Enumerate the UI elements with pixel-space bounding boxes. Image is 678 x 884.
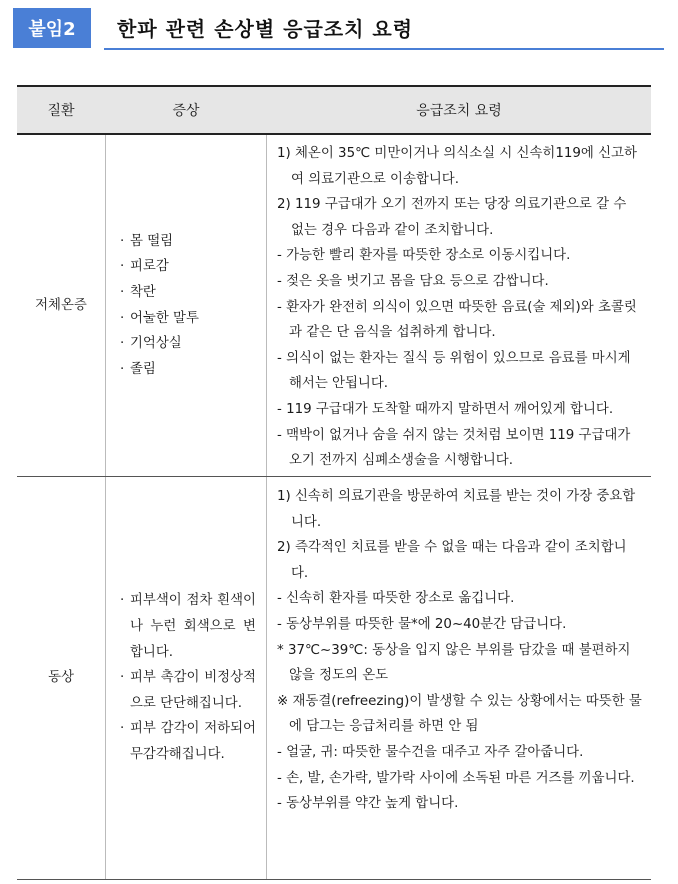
action-item: - 119 구급대가 도착할 때까지 말하면서 깨어있게 합니다. xyxy=(277,401,614,417)
column-header-disease: 질환 xyxy=(47,103,75,119)
title-underline xyxy=(104,48,664,50)
table-row-frostbite xyxy=(17,477,651,880)
action-item: 2) 즉각적인 치료를 받을 수 없을 때는 다음과 같이 조치합니다. xyxy=(277,540,627,581)
actions-cell xyxy=(267,135,651,476)
first-aid-table xyxy=(17,85,651,880)
page-title: 한파 관련 손상별 응급조치 요령 xyxy=(117,17,414,41)
symptom-item: · 피로감 xyxy=(120,254,266,280)
symptom-item: · 기억상실 xyxy=(120,331,266,357)
action-item: 2) 119 구급대가 오기 전까지 또는 당장 의료기관으로 갈 수 없는 경우 다음과 같이 조치합니다. xyxy=(277,197,627,238)
action-item: - 환자가 완전히 의식이 있으면 따뜻한 음료(술 제외)와 초콜릿과 같은 단 음식을 섭취하게 합니다. xyxy=(277,299,637,341)
action-item: - 동상부위를 약간 높게 합니다. xyxy=(277,796,459,812)
action-item: - 손, 발, 손가락, 발가락 사이에 소독된 마른 거즈를 끼웁니다. xyxy=(277,770,635,786)
symptom-item: · 몸 떨림 xyxy=(120,229,266,255)
symptoms-cell xyxy=(105,135,267,476)
action-warning: ※ 재동결(refreezing)이 발생할 수 있는 상황에서는 따뜻한 물에 담그는 응급처리를 하면 안 됨 xyxy=(277,693,642,735)
attachment-badge: 붙임2 xyxy=(13,8,91,48)
symptom-item: · 졸림 xyxy=(120,357,266,383)
symptom-item: · 피부 촉감이 비정상적으로 단단해집니다. xyxy=(120,665,256,716)
column-header-actions: 응급조치 요령 xyxy=(416,103,502,119)
symptom-item: · 피부색이 점차 흰색이나 누런 회색으로 변합니다. xyxy=(120,588,256,665)
disease-cell: 동상 xyxy=(48,670,74,686)
symptoms-cell xyxy=(105,477,267,879)
symptom-item: · 착란 xyxy=(120,280,266,306)
symptom-item: · 피부 감각이 저하되어 무감각해집니다. xyxy=(120,716,256,767)
column-header-symptoms: 증상 xyxy=(172,103,200,119)
action-item: - 맥박이 없거나 숨을 쉬지 않는 것처럼 보이면 119 구급대가 오기 전까지 심폐소생술을 시행합니다. xyxy=(277,427,631,469)
action-item: - 신속히 환자를 따뜻한 장소로 옮깁니다. xyxy=(277,591,515,607)
action-item: - 얼굴, 귀: 따뜻한 물수건을 대주고 자주 갈아줍니다. xyxy=(277,744,584,760)
document-header xyxy=(13,8,653,50)
action-item: - 젖은 옷을 벗기고 몸을 담요 등으로 감쌉니다. xyxy=(277,273,549,289)
action-item: 1) 신속히 의료기관을 방문하여 치료를 받는 것이 가장 중요합니다. xyxy=(277,489,636,530)
action-note: * 37℃~39℃: 동상을 입지 않은 부위를 담갔을 때 불편하지 않을 정도의 온도 xyxy=(277,642,631,684)
symptom-item: · 어눌한 말투 xyxy=(120,306,266,332)
action-item: - 의식이 없는 환자는 질식 등 위험이 있으므로 음료를 마시게 해서는 안됩니다. xyxy=(277,350,631,392)
action-item: 1) 체온이 35℃ 미만이거나 의식소실 시 신속히119에 신고하여 의료기관으로 이송합니다. xyxy=(277,146,637,187)
action-item: - 동상부위를 따뜻한 물*에 20~40분간 담급니다. xyxy=(277,616,567,632)
table-row-hypothermia xyxy=(17,135,651,477)
action-item: - 가능한 빨리 환자를 따뜻한 장소로 이동시킵니다. xyxy=(277,248,571,264)
actions-cell xyxy=(267,477,651,879)
disease-cell: 저체온증 xyxy=(35,297,87,313)
table-header-row xyxy=(17,87,651,133)
